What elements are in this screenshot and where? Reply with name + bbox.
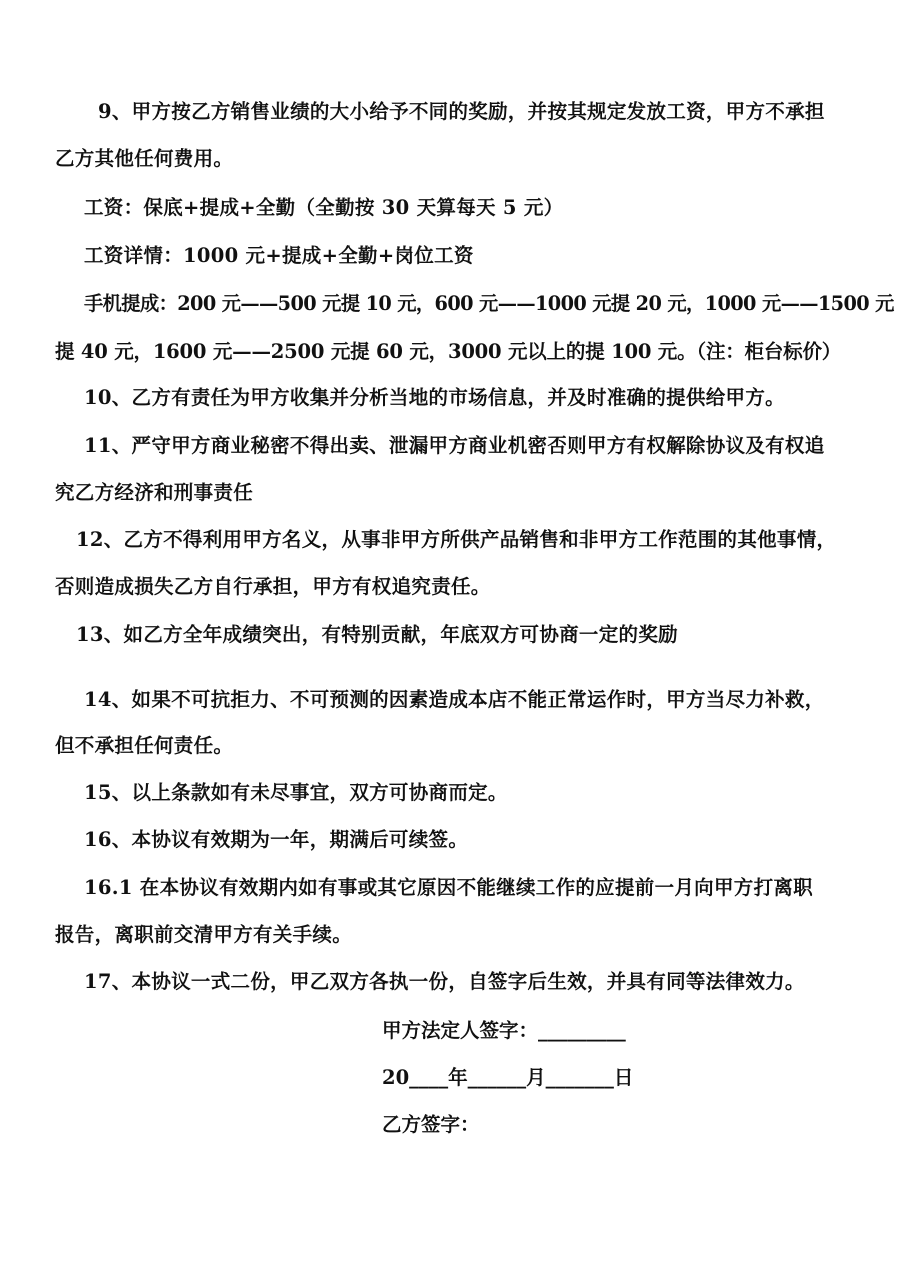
commission-line-1: 手机提成：200 元——500 元提 10 元，600 元——1000 元提 20 元，1000 元——1500 元 [84, 292, 894, 315]
clause-13: 13、如乙方全年成绩突出，有特别贡献，年底双方可协商一定的奖励 [76, 623, 678, 646]
signature-date: 20____年______月_______日 [382, 1066, 634, 1089]
party-a-signature: 甲方法定人签字：_________ [382, 1019, 626, 1042]
clause-16-1-line-2: 报告，离职前交清甲方有关手续。 [55, 923, 353, 946]
clause-11-line-1: 11、严守甲方商业秘密不得出卖、泄漏甲方商业机密否则甲方有权解除协议及有权追 [84, 434, 825, 457]
clause-12-line-1: 12、乙方不得利用甲方名义，从事非甲方所供产品销售和非甲方工作范围的其他事情， [76, 528, 837, 551]
clause-12-line-2: 否则造成损失乙方自行承担，甲方有权追究责任。 [55, 575, 491, 598]
salary-structure: 工资：保底+提成+全勤（全勤按 30 天算每天 5 元） [84, 196, 564, 219]
clause-9-line-1: 9、甲方按乙方销售业绩的大小给予不同的奖励，并按其规定发放工资，甲方不承担 [98, 100, 825, 123]
clause-9-line-2: 乙方其他任何费用。 [55, 147, 234, 170]
salary-detail: 工资详情：1000 元+提成+全勤+岗位工资 [84, 244, 474, 267]
clause-14-line-2: 但不承担任何责任。 [55, 734, 234, 757]
party-b-signature: 乙方签字： [382, 1113, 480, 1136]
clause-15: 15、以上条款如有未尽事宜，双方可协商而定。 [84, 781, 508, 804]
clause-16: 16、本协议有效期为一年，期满后可续签。 [84, 828, 469, 851]
clause-10: 10、乙方有责任为甲方收集并分析当地的市场信息，并及时准确的提供给甲方。 [84, 386, 785, 409]
clause-17: 17、本协议一式二份，甲乙双方各执一份，自签字后生效，并具有同等法律效力。 [84, 970, 805, 993]
commission-line-2: 提 40 元，1600 元——2500 元提 60 元，3000 元以上的提 100 元。（注：柜台标价） [55, 340, 842, 363]
clause-16-1-line-1: 16.1 在本协议有效期内如有事或其它原因不能继续工作的应提前一月向甲方打离职 [84, 876, 813, 899]
clause-14-line-1: 14、如果不可抗拒力、不可预测的因素造成本店不能正常运作时，甲方当尽力补救， [84, 688, 825, 711]
clause-11-line-2: 究乙方经济和刑事责任 [55, 481, 254, 504]
